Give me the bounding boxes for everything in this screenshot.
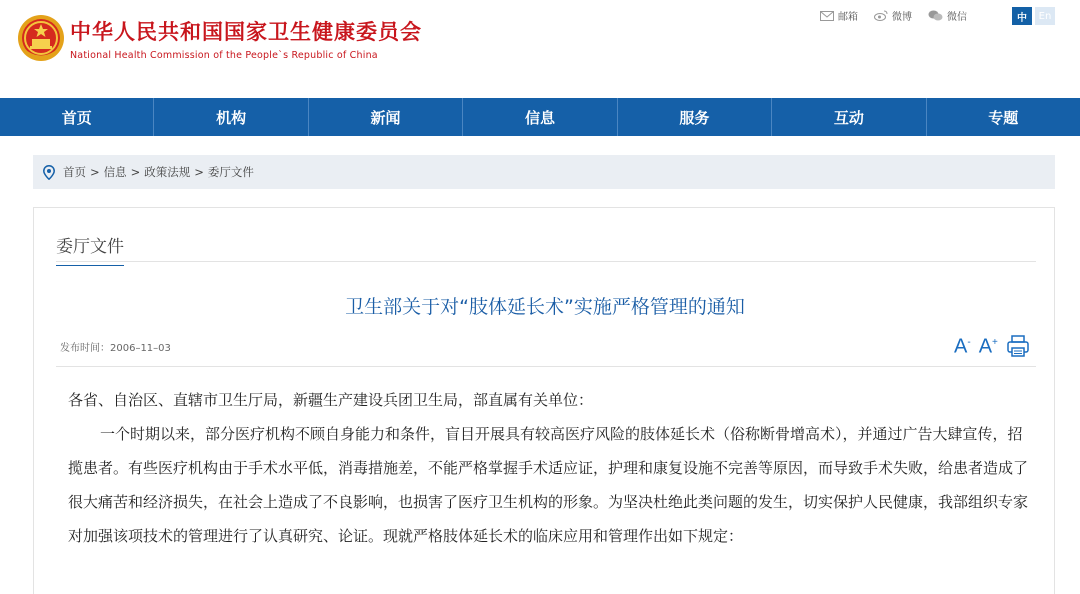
nav-services[interactable]: 服务 — [618, 98, 772, 136]
nav-interaction[interactable]: 互动 — [772, 98, 926, 136]
print-icon[interactable] — [1006, 334, 1030, 358]
section-divider — [56, 261, 1036, 262]
font-decrease-sup: - — [967, 337, 971, 349]
font-increase-label: A — [978, 336, 993, 358]
article-body — [68, 383, 1028, 553]
nav-home[interactable]: 首页 — [0, 98, 154, 136]
wechat-link[interactable] — [928, 8, 967, 23]
site-header — [0, 0, 1080, 98]
location-pin-icon — [43, 165, 55, 180]
breadcrumb — [33, 155, 1055, 189]
meta-divider — [56, 366, 1036, 367]
lang-zh-button[interactable]: 中 — [1012, 7, 1032, 25]
content-panel — [33, 207, 1055, 594]
article-paragraph: 各省、自治区、直辖市卫生厅局，新疆生产建设兵团卫生局，部直属有关单位： — [68, 391, 594, 409]
mail-label: 邮箱 — [838, 12, 858, 23]
font-increase-button[interactable] — [979, 332, 998, 358]
top-links — [820, 8, 983, 23]
weibo-icon — [874, 10, 888, 21]
crumb-home[interactable]: 首页 — [63, 165, 86, 179]
nav-topics[interactable]: 专题 — [988, 108, 1019, 127]
main-nav — [0, 98, 1080, 136]
lang-en-button[interactable]: En — [1035, 7, 1055, 25]
font-decrease-label: A — [954, 336, 968, 358]
crumb-information[interactable]: 信息 — [103, 165, 127, 179]
article-tools — [954, 332, 1030, 358]
nav-institutions[interactable]: 机构 — [154, 98, 308, 136]
font-increase-sup: + — [992, 337, 998, 349]
crumb-separator: > — [194, 165, 204, 179]
crumb-separator: > — [130, 165, 141, 179]
nav-news[interactable]: 新闻 — [309, 98, 463, 136]
article-title: 卫生部关于对“肢体延长术”实施严格管理的通知 — [345, 296, 745, 318]
site-title-cn[interactable]: 中华人民共和国国家卫生健康委员会 — [70, 20, 422, 44]
crumb-separator: > — [90, 165, 100, 179]
weibo-label: 微博 — [892, 12, 912, 23]
mail-link[interactable] — [820, 8, 858, 23]
font-decrease-button[interactable] — [954, 332, 971, 358]
publish-label: 发布时间： — [60, 343, 110, 354]
article-paragraph: 一个时期以来，部分医疗机构不顾自身能力和条件，盲目开展具有较高医疗风险的肢体延长术（俗称断骨增高术），并通过广告大肆宣传，招揽患者。有些医疗机构由于手术水平低，消毒措施差，不能严格掌握手术适应证，护理和康复设施不完善等原因，而导致手术失败，给患者造成了很大痛苦和经济损失，在社会上造成了不良影响，也损害了医疗卫生机构的形象。为坚决杜绝此类问题的发生，切实保护人民健康，我部组织专家对加强该项技术的管理进行了认真研究、论证。现就严格肢体延长术的临床应用和管理作出如下规定： — [68, 425, 1029, 545]
nav-information[interactable]: 信息 — [463, 98, 617, 136]
crumb-documents[interactable]: 委厅文件 — [207, 165, 254, 179]
wechat-icon — [928, 10, 943, 21]
wechat-label: 微信 — [947, 12, 967, 23]
mail-icon — [820, 11, 834, 21]
crumb-policy[interactable]: 政策法规 — [144, 165, 191, 179]
section-title: 委厅文件 — [56, 232, 124, 266]
publish-date: 2006–11–03 — [110, 343, 171, 354]
national-emblem-icon[interactable] — [16, 12, 66, 64]
site-title-en[interactable]: National Health Commission of the People`s Republic of China — [70, 50, 378, 61]
weibo-link[interactable] — [874, 8, 912, 23]
publish-meta — [60, 339, 171, 354]
